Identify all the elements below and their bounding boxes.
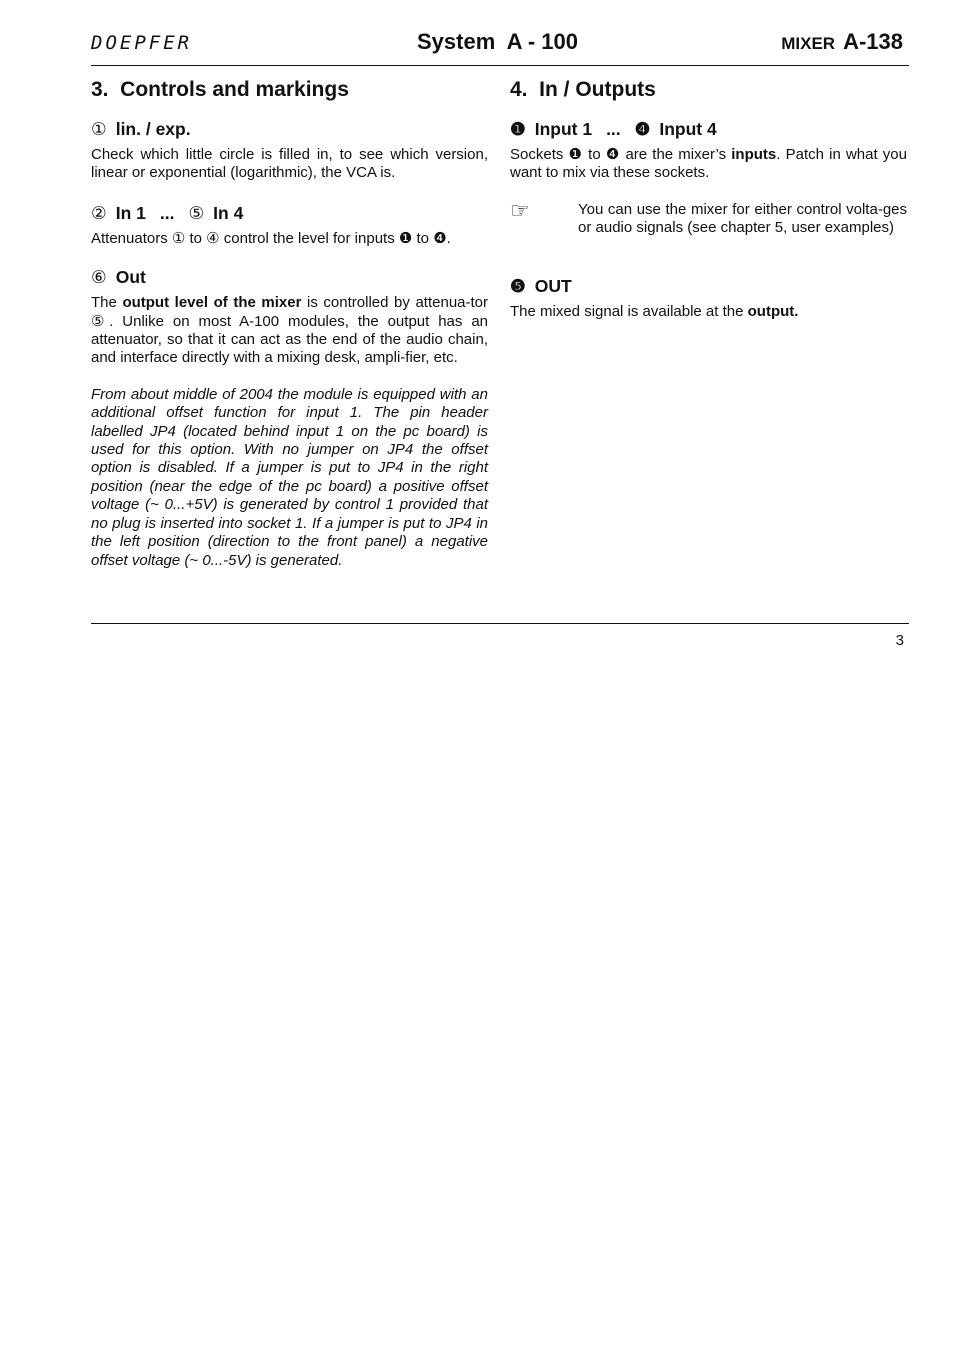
text-run: . — [446, 229, 451, 247]
footer-rule — [91, 623, 909, 624]
text-run: are the mixer’s — [620, 146, 732, 163]
socket-symbol: ❶ — [568, 146, 583, 163]
paragraph-lin-exp: Check which little circle is filled in, to see which version, linear or exponential (logarithmic), the VCA is. — [91, 146, 488, 182]
paragraph-output-level — [91, 294, 488, 368]
heading-text-b: In 4 — [213, 202, 244, 223]
bold-text: inputs — [731, 146, 777, 163]
pointing-hand-icon: ☞ — [510, 197, 530, 223]
heading-text: OUT — [534, 275, 572, 296]
text-run: Attenuators ① to ④ control the level for inputs — [91, 229, 399, 247]
paragraph-output — [510, 303, 907, 321]
heading-input1-input4 — [510, 117, 907, 141]
socket-number-1: ❶ — [510, 119, 526, 139]
module-number: A-138 — [843, 29, 903, 54]
socket-symbol: ❹ — [605, 146, 621, 163]
range-dots: ... — [159, 202, 175, 223]
socket-symbol: ❶ — [398, 229, 413, 247]
heading-text-a: In 1 — [115, 202, 146, 223]
socket-symbol: ❹ — [433, 229, 447, 247]
page-header — [91, 26, 909, 66]
section-controls — [91, 76, 488, 570]
text-run: . Patch in what you want to mix via these sockets. — [510, 146, 907, 182]
section-in-outputs — [510, 76, 907, 321]
heading-in1-in4 — [91, 201, 488, 225]
text-run: is controlled by attenua-tor ⑤. Unlike on most A-100 modules, the output has an attenuator, so that it can act as the end of the audio chain, and interface directly with a mixing desk, ampli-fier, etc. — [91, 294, 489, 367]
control-number-6: ⑥ — [91, 267, 107, 288]
heading-out-socket — [510, 274, 907, 298]
socket-number-4: ❹ — [634, 119, 651, 139]
paragraph-offset-note: From about middle of 2004 the module is equipped with an additional offset function for input 1. The pin header labelled JP4 (located behind input 1 on the pc board) is used for this option. With no jumper on JP4 the offset option is disabled. If a jumper is put to JP4 in the right position (near the edge of the pc board) a positive offset voltage (~ 0...+5V) is generated by control 1 provided that no plug is inserted into socket 1. If a jumper is put to JP4 in the left position (direction to the front panel) a negative offset voltage (~ 0...-5V) is generated. — [91, 385, 488, 569]
heading-text: lin. / exp. — [115, 119, 191, 139]
note-text: You can use the mixer for either control volta-ges or audio signals (see chapter 5, user examples) — [578, 200, 907, 237]
module-type: MIXER — [781, 34, 836, 53]
section-title-in-outputs: 4. In / Outputs — [510, 78, 656, 101]
system-title: System A - 100 — [417, 29, 579, 54]
heading-lin-exp — [91, 117, 488, 141]
socket-number-5: ❺ — [510, 275, 526, 296]
control-number-1: ① — [91, 119, 107, 139]
header-rule — [91, 65, 909, 66]
paragraph-inputs — [510, 146, 907, 183]
brand-logo: DOEPFER — [91, 32, 193, 54]
paragraph-attenuators — [91, 230, 488, 248]
module-title — [781, 29, 903, 55]
text-run: Sockets — [510, 146, 569, 163]
heading-text: Out — [115, 267, 146, 288]
bold-text: output. — [747, 302, 799, 320]
section-title-controls: 3. Controls and markings — [91, 78, 349, 101]
text-run: to — [412, 229, 434, 247]
note-box — [510, 197, 907, 238]
text-run: The — [91, 294, 123, 312]
text-run: The mixed signal is available at the — [510, 302, 748, 320]
bold-text: output level of the mixer — [122, 294, 302, 312]
range-dots: ... — [606, 119, 621, 139]
control-number-2: ② — [91, 202, 107, 223]
page-number: 3 — [895, 632, 904, 649]
text-run: to — [582, 146, 606, 163]
heading-out — [91, 265, 488, 289]
control-number-5: ⑤ — [188, 202, 205, 223]
heading-text-a: Input 1 — [534, 119, 593, 139]
heading-text-b: Input 4 — [659, 119, 717, 139]
